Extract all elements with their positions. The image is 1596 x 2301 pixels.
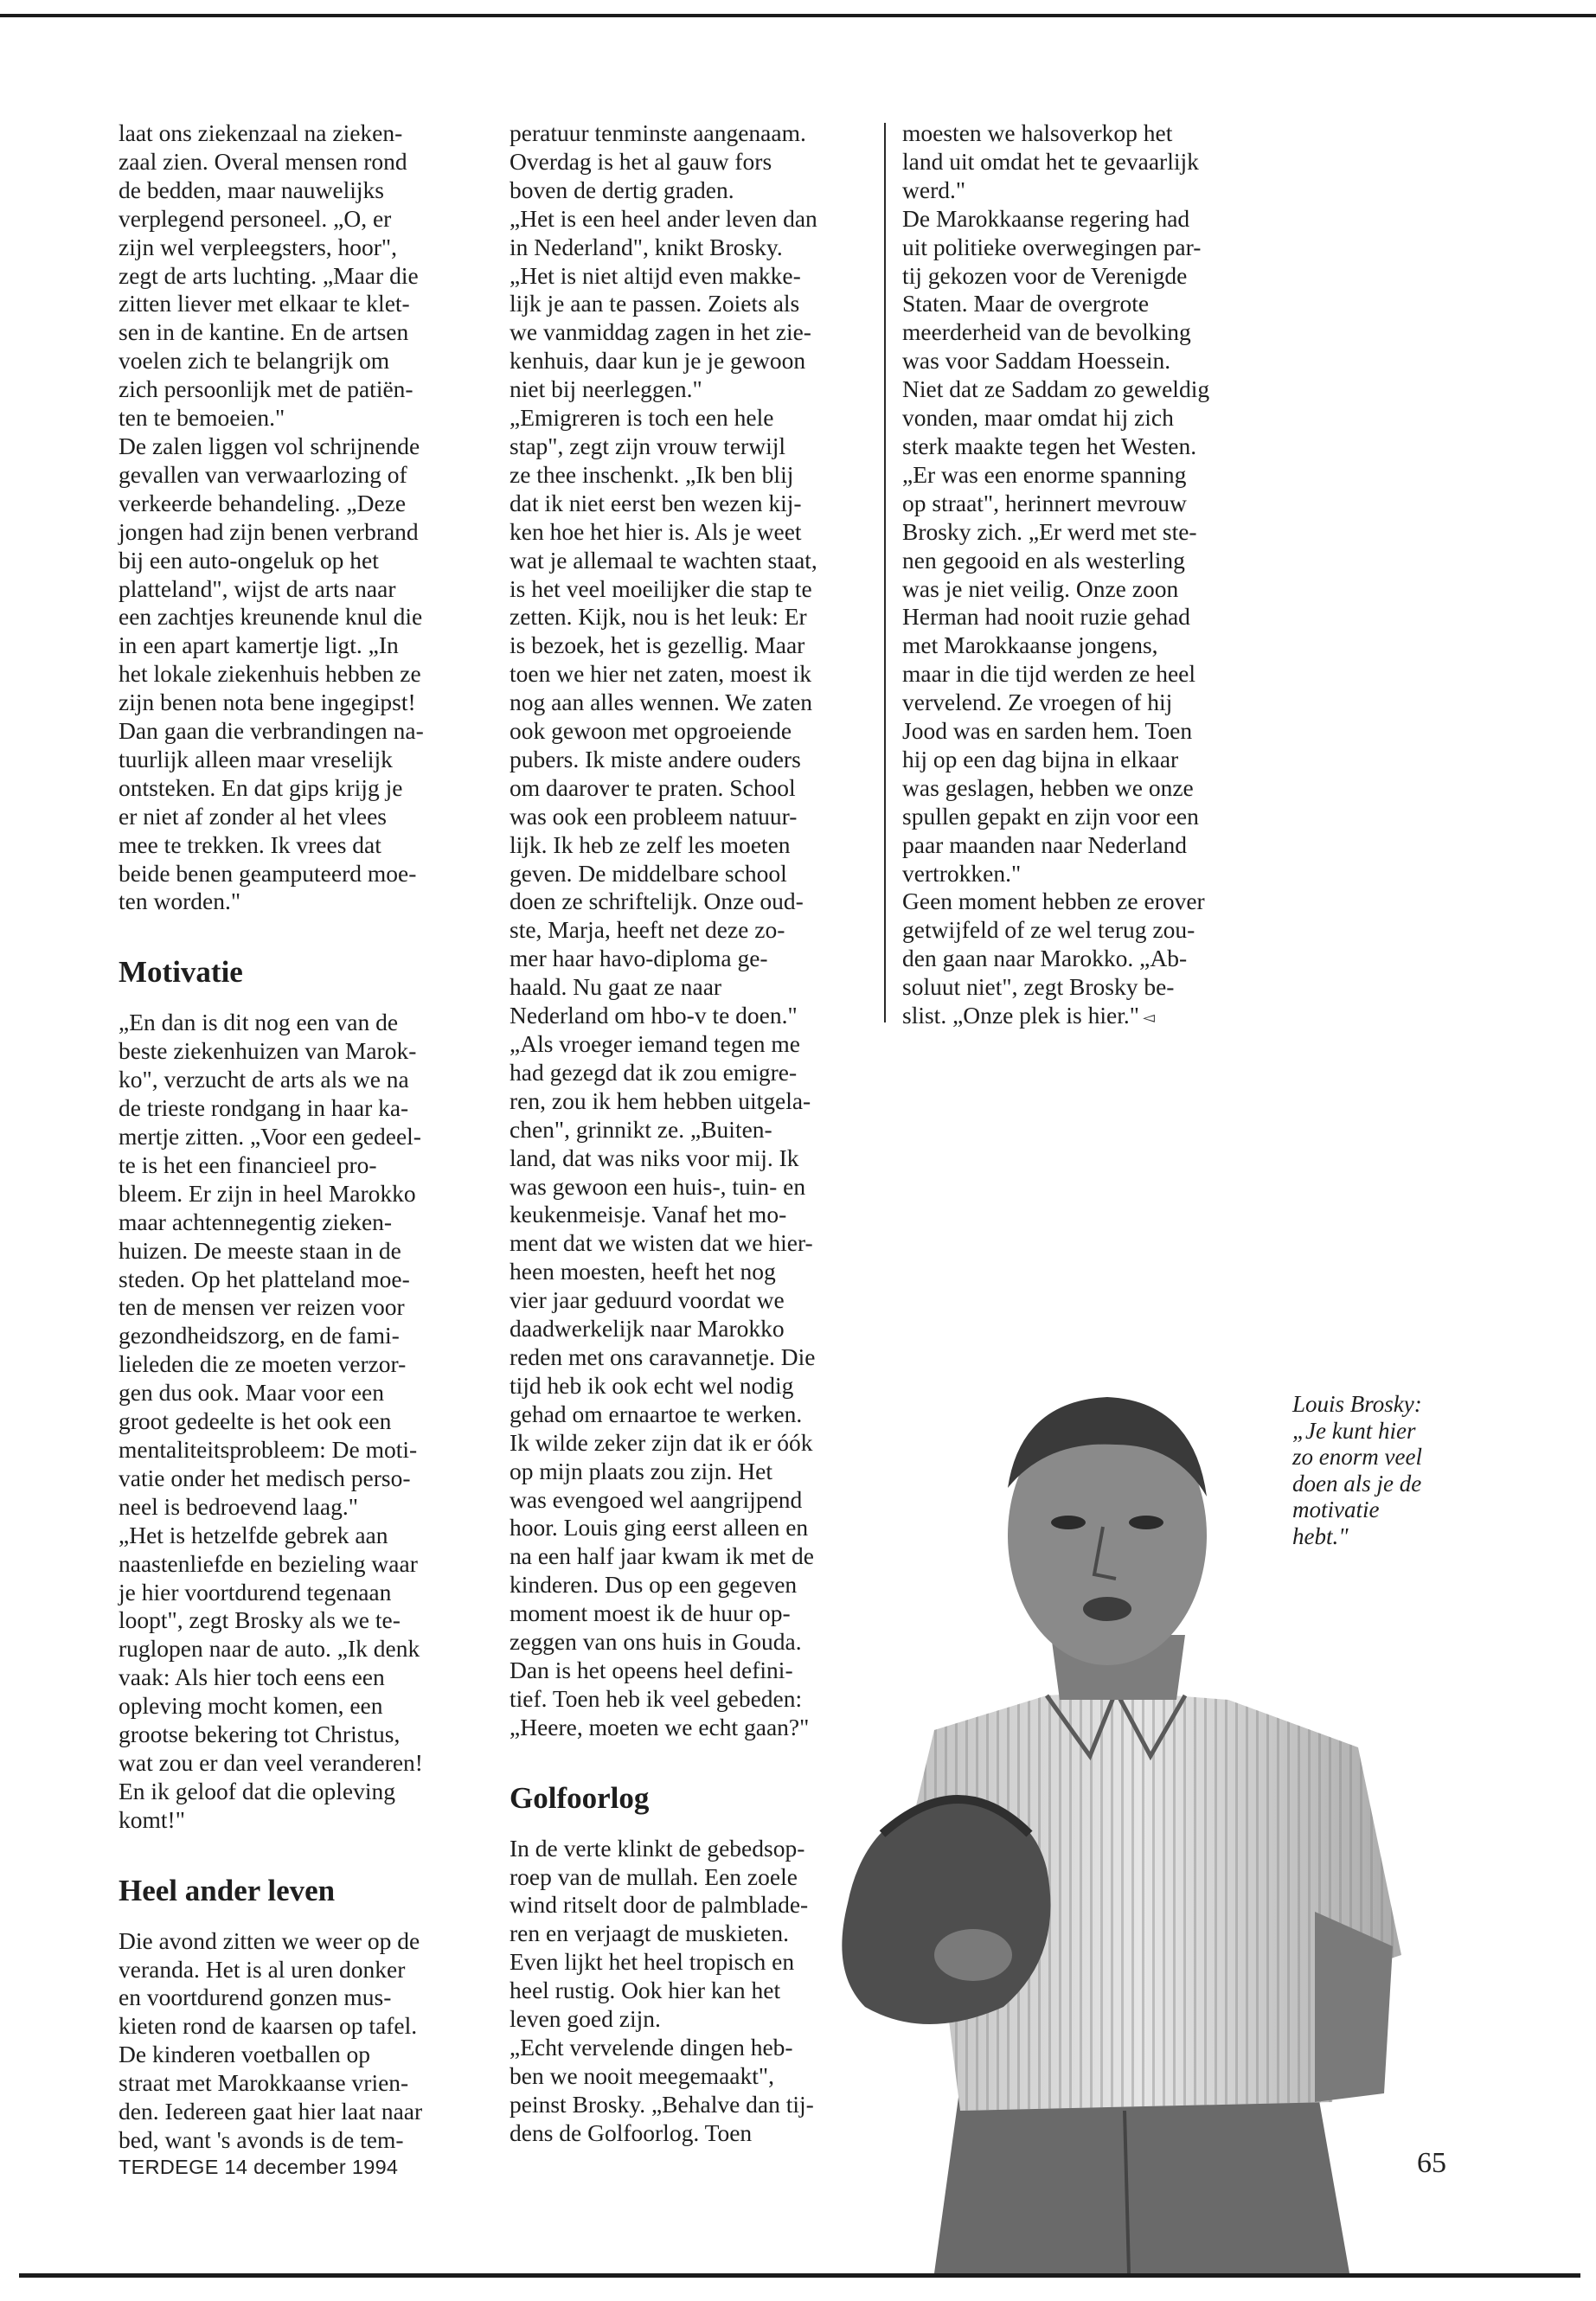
article-paragraph: „Het is hetzelfde gebrek aan naastenliefde en bezieling waar je hier voortdurend tegenaan loopt", zegt Brosky als we te- ruglopen naar de auto. „Ik denk vaak: Als hier toch eens een opleving mocht komen, een grootse bekering tot Christus, wat zou er dan veel veranderen! En ik geloof dat die opleving komt!" [119, 1521, 423, 1833]
article-paragraph: laat ons ziekenzaal na zieken- zaal zien. Overal mensen rond de bedden, maar nauwelijks verplegend personeel. „O, er zijn wel verpleegsters, hoor", zegt de arts luchting. „Maar die zitten liever met elkaar te klet- sen in de kantine. En de artsen voelen zich te belangrijk om zich persoonlijk met de patiën- ten te bemoeien." [119, 119, 419, 432]
hand [934, 1929, 1012, 1981]
article-paragraph: „Het is niet altijd even makke- lijk je aan te passen. Zoiets als we vanmiddag zagen in het zie- kenhuis, daar kun je je gewoon niet bij neerleggen." [510, 261, 811, 403]
article-paragraph: „Als vroeger iemand tegen me had gezegd dat ik zou emigre- ren, zou ik hem hebben uitgela- chen", grinnikt ze. „Buiten- land, dat was niks voor mij. Ik was gewoon een huis-, tuin- en keukenmeisje. Vanaf het mo- ment dat we wisten dat we hier- heen moesten, heeft het nog vier jaar geduurd voordat we daadwerkelijk naar Marokko reden met ons caravannetje. Die tijd heb ik ook echt wel nodig gehad om ernaartoe te werken. Ik wilde zeker zijn dat ik er óók op mijn plaats zou zijn. Het was evengoed wel aangrijpend hoor. Louis ging eerst alleen en na een half jaar kwam ik met de kinderen. Dus op een gegeven moment moest ik de huur op- zeggen van ons huis in Gouda. Dan is het opeens heel defini- tief. Toen heb ik veel gebeden: „Heere, moeten we echt gaan?" [510, 1030, 816, 1740]
page-number: 65 [1417, 2147, 1446, 2179]
column-rule [884, 123, 886, 1022]
section-heading: Heel ander leven [119, 1873, 336, 1907]
article-paragraph: Geen moment hebben ze erover getwijfeld of ze wel terug zou- den gaan naar Marokko. „Ab- soluut niet", zegt Brosky be- slist. „Onze plek is hier." ◅ [902, 888, 1205, 1029]
caption-quote: „Je kunt hier zo enorm veel doen als je de motivatie hebt." [1292, 1417, 1422, 1549]
article-paragraph: In de verte klinkt de gebedsop- roep van de mullah. Een zoele wind ritselt door de palmblade- ren en verjaagt de muskieten. Even lijkt het heel tropisch en heel rustig. Ook hier kan het leven goed zijn. [510, 1834, 809, 2033]
footer-publication: TERDEGE 14 december 1994 [119, 2156, 399, 2178]
left-eye [1051, 1516, 1086, 1529]
article-paragraph: De zalen liggen vol schrijnende gevallen van verwaarlozing of verkeerde behandeling. „Deze jongen had zijn benen verbrand bij een auto-ongeluk op het platteland", wijst de arts naar een zachtjes kreunende knul die in een apart kamertje ligt. „In het lokale ziekenhuis hebben ze zijn benen nota bene ingegipst! Dan gaan die verbrandingen na- tuurlijk alleen maar vreselijk ontsteken. En dat gips krijg je er niet af zonder al het vlees mee te trekken. Ik vrees dat beide benen geamputeerd moe- ten worden." [119, 432, 424, 915]
section-heading: Golfoorlog [510, 1780, 650, 1815]
article-column-2 [510, 119, 873, 2148]
photo-caption [1292, 1391, 1474, 1549]
article-paragraph: moesten we halsoverkop het land uit omdat het te gevaarlijk werd." [902, 119, 1199, 203]
article-paragraph: De Marokkaanse regering had uit politieke overwegingen par- tij gekozen voor de Verenigde Staten. Maar de overgrote meerderheid van de bevolking was voor Saddam Hoessein. Niet dat ze Saddam zo geweldig vonden, maar omdat hij zich sterk maakte tegen het Westen. [902, 204, 1210, 459]
right-eye [1129, 1516, 1163, 1529]
article-paragraph: „Het is een heel ander leven dan in Nederland", knikt Brosky. [510, 204, 817, 260]
article-paragraph: „Er was een enorme spanning op straat", herinnert mevrouw Brosky zich. „Er werd met ste- nen gegooid en als westerling was je niet veilig. Onze zoon Herman had nooit ruzie gehad met Marokkaanse jongens, maar in die tijd werden ze heel vervelend. Ze vroegen of hij Jood was en sarden hem. Toen hij op een dag bijna in elkaar was geslagen, hebben we onze spullen gepakt en zijn voor een paar maanden naar Nederland vertrokken." [902, 460, 1199, 887]
leather-bag [842, 1799, 1050, 2024]
top-rule [0, 14, 1596, 17]
end-of-article-mark: ◅ [1142, 1009, 1155, 1027]
caption-name: Louis Brosky: [1292, 1391, 1422, 1417]
article-paragraph: „En dan is dit nog een van de beste ziekenhuizen van Marok- ko", verzucht de arts als we na de trieste rondgang in haar ka- mertje zitten. „Voor een gedeel- te is het een financieel pro- bleem. Er zijn in heel Marokko maar achtennegentig zieken- huizen. De meeste staan in de steden. Op het platteland moe- ten de mensen ver reizen voor gezondheidszorg, en de fami- lieleden die ze moeten verzor- gen dus ook. Maar voor een groot gedeelte is het ook een mentaliteitsprobleem: De moti- vatie onder het medisch perso- neel is bedroevend laag." [119, 1009, 421, 1520]
article-paragraph: „Echt vervelende dingen heb- ben we nooit meegemaakt", peinst Brosky. „Behalve dan tij- dens de Golfoorlog. Toen [510, 2034, 814, 2146]
section-heading: Motivatie [119, 955, 243, 990]
article-column-1 [119, 119, 465, 2155]
bottom-rule [19, 2273, 1580, 2278]
article-paragraph: peratuur tenminste aangenaam. Overdag is het al gauw fors boven de dertig graden. [510, 119, 806, 203]
article-paragraph: „Emigreren is toch een hele stap", zegt zijn vrouw terwijl ze thee inschenkt. „Ik ben blij dat ik niet eerst ben wezen kij- ken hoe het hier is. Als je weet wat je allemaal te wachten staat, is het veel moeilijker die stap te zetten. Kijk, nou is het leuk: Er is bezoek, het is gezellig. Maar toen we hier net zaten, moest ik nog aan alles wennen. We zaten ook gewoon met opgroeiende pubers. Ik miste andere ouders om daarover te praten. School was ook een probleem natuur- lijk. Ik heb ze zelf les moeten geven. De middelbare school doen ze schriftelijk. Onze oud- ste, Marja, heeft net deze zo- mer haar havo-diploma ge- haald. Nu gaat ze naar Nederland om hbo-v te doen." [510, 404, 817, 1029]
article-paragraph: Die avond zitten we weer op de veranda. Het is al uren donker en voortdurend gonzen mus- kieten rond de kaarsen op tafel. De kinderen voetballen op straat met Marokkaanse vrien- den. Iedereen gaat hier laat naar bed, want 's avonds is de tem- [119, 1926, 423, 2153]
article-column-3 [902, 119, 1266, 1032]
mouth [1083, 1597, 1131, 1621]
